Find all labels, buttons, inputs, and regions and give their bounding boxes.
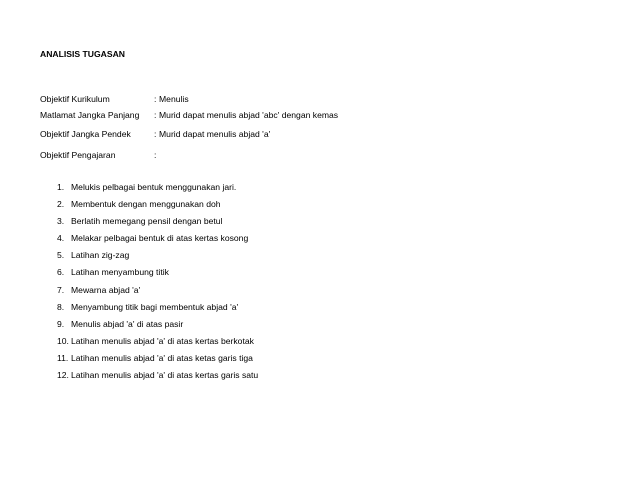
list-item — [57, 335, 258, 352]
list-item-text: Latihan menulis abjad 'a' di atas kertas garis satu — [71, 370, 259, 381]
list-item-number: 6. — [57, 267, 65, 278]
list-item — [57, 369, 258, 386]
list-item-number: 1. — [57, 182, 65, 192]
list-item — [57, 215, 258, 232]
list-item-text: Menyambung titik bagi membentuk abjad 'a' — [71, 301, 239, 312]
info-separator: : — [154, 110, 157, 120]
list-item-text: Latihan menulis abjad 'a' di atas ketas garis tiga — [71, 352, 253, 363]
list-item — [57, 318, 258, 335]
list-item-number: 5. — [57, 250, 65, 261]
list-item — [57, 249, 258, 266]
list-item — [57, 301, 258, 318]
list-item-text: Berlatih memegang pensil dengan betul — [71, 216, 223, 227]
info-value: Murid dapat menulis abjad 'abc' dengan kemas — [159, 110, 339, 120]
info-separator: : — [154, 129, 157, 139]
info-separator: : — [154, 94, 157, 104]
info-label: Objektif Kurikulum — [40, 94, 110, 104]
list-item-text: Melakar pelbagai bentuk di atas kertas kosong — [71, 233, 249, 244]
info-label: Objektif Jangka Pendek — [40, 129, 131, 139]
list-item-text: Menulis abjad 'a' di atas pasir — [71, 318, 184, 329]
info-row-matlamat-jangka-panjang — [40, 110, 338, 120]
list-item-number: 8. — [57, 301, 65, 312]
list-item — [57, 284, 258, 301]
list-item-text: Membentuk dengan menggunakan doh — [71, 199, 221, 210]
info-value: Murid dapat menulis abjad 'a' — [159, 129, 271, 139]
list-item-text: Latihan zig-zag — [71, 250, 130, 261]
info-row-objektif-jangka-pendek — [40, 129, 270, 139]
list-item-number: 9. — [57, 318, 65, 329]
list-item-number: 12. — [57, 370, 69, 381]
info-label: Matlamat Jangka Panjang — [40, 110, 140, 120]
info-row-objektif-pengajaran — [40, 150, 159, 160]
list-item — [57, 181, 258, 198]
objective-list — [57, 181, 258, 386]
list-item — [57, 352, 258, 369]
info-separator: : — [154, 150, 157, 160]
list-item-text: Mewarna abjad 'a' — [71, 284, 141, 295]
list-item — [57, 232, 258, 249]
document-heading: ANALISIS TUGASAN — [40, 49, 125, 59]
list-item-text: Latihan menyambung titik — [71, 267, 169, 278]
list-item-text: Melukis pelbagai bentuk menggunakan jari. — [71, 182, 237, 192]
list-item-text: Latihan menulis abjad 'a' di atas kertas berkotak — [71, 335, 254, 346]
list-item-number: 10. — [57, 335, 69, 346]
info-label: Objektif Pengajaran — [40, 150, 116, 160]
list-item-number: 3. — [57, 216, 65, 227]
info-row-objektif-kurikulum — [40, 94, 189, 104]
list-item-number: 2. — [57, 199, 65, 210]
list-item-number: 11. — [57, 352, 69, 363]
list-item — [57, 266, 258, 283]
list-item-number: 7. — [57, 284, 65, 295]
list-item — [57, 198, 258, 215]
info-value: Menulis — [159, 94, 189, 104]
list-item-number: 4. — [57, 233, 65, 244]
